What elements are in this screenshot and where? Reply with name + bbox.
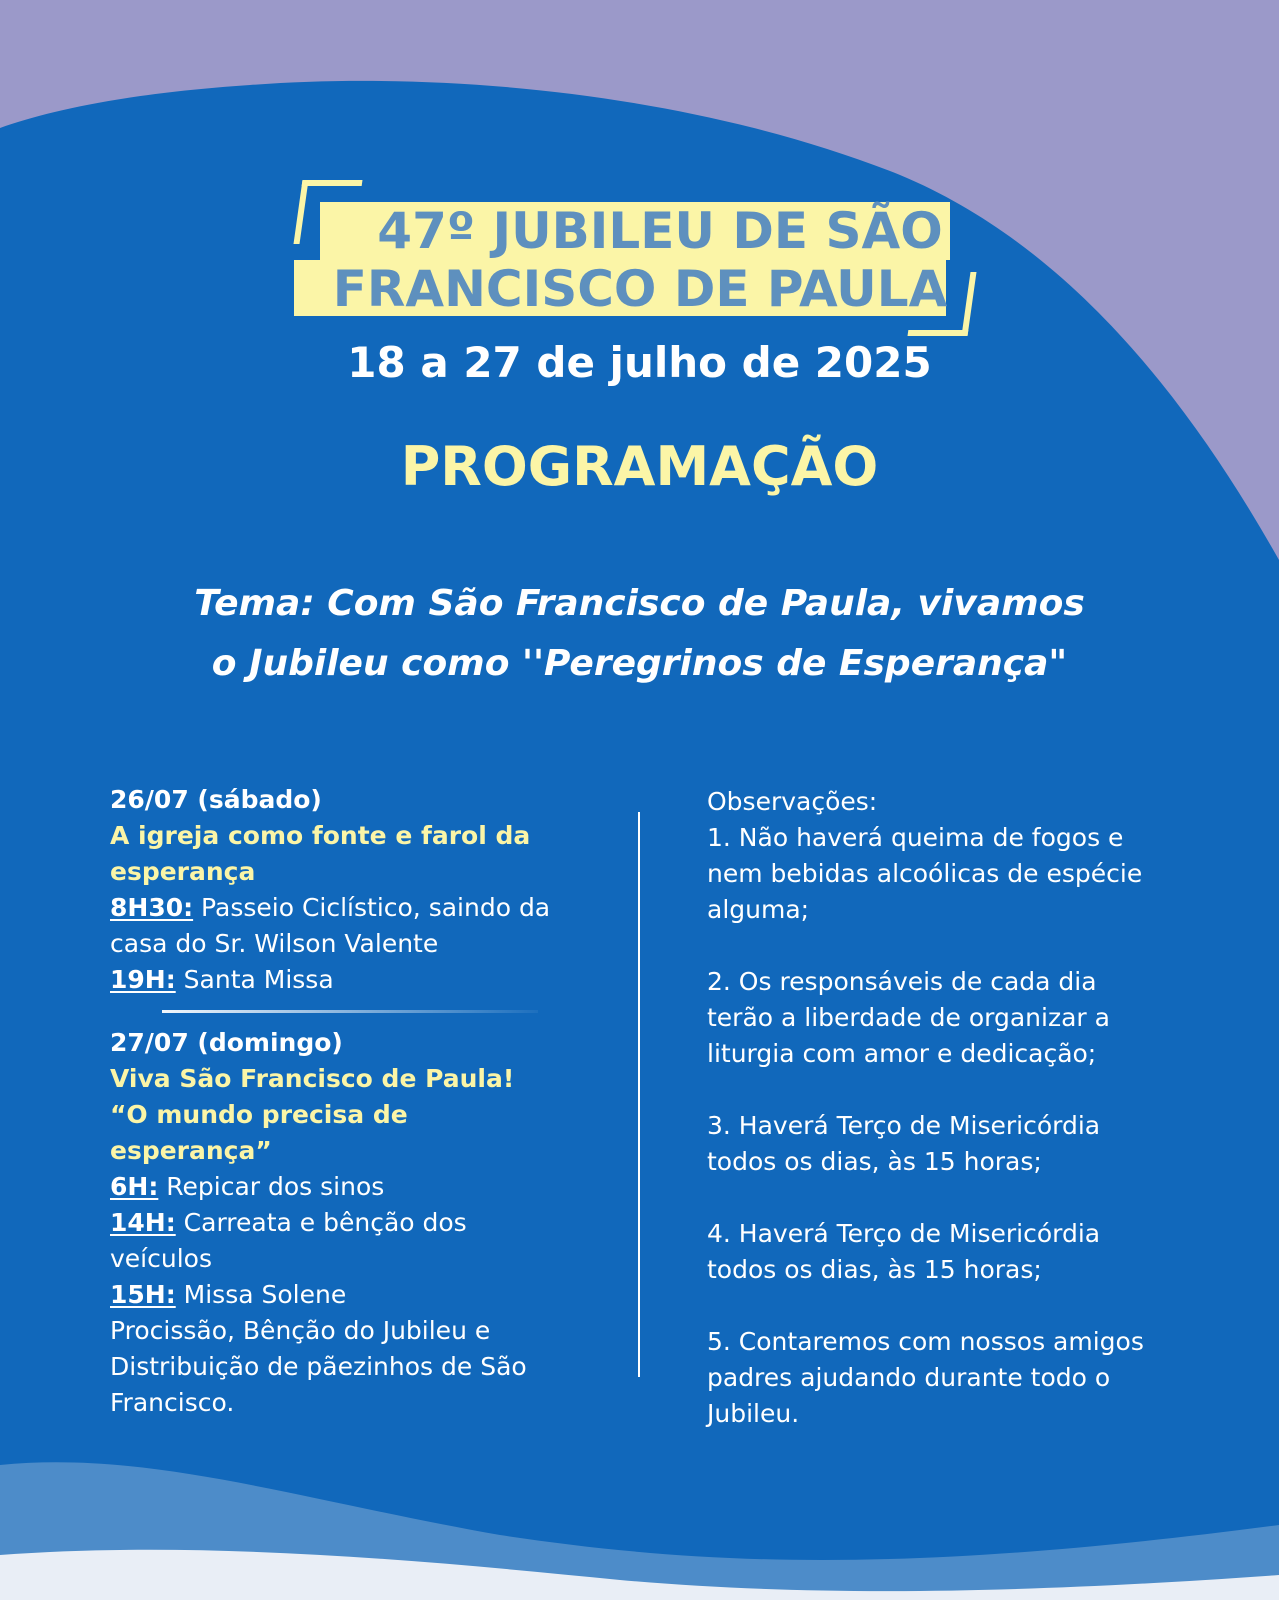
event-time: 14H:	[110, 1208, 176, 1237]
day2-theme-line-1: Viva São Francisco de Paula!	[110, 1064, 515, 1093]
day1-event-1-cont: casa do Sr. Wilson Valente	[110, 929, 439, 958]
day-separator	[162, 1010, 538, 1013]
theme-line-1: Tema: Com São Francisco de Paula, vivamos	[194, 583, 1085, 624]
event-time: 15H:	[110, 1280, 176, 1309]
theme-line-2: o Jubileu como ''Peregrinos de Esperança"	[211, 643, 1068, 684]
event-text: Santa Missa	[175, 965, 334, 994]
event-time: 8H30:	[110, 893, 194, 922]
obs-1-line-1: 1. Não haverá queima de fogos e	[707, 823, 1124, 852]
title-line-1: 47º JUBILEU DE SÃO	[377, 202, 943, 260]
day2-event-1	[110, 1169, 610, 1205]
day2-closing-line-1: Procissão, Bênção do Jubileu e	[110, 1316, 491, 1345]
obs-3-line-2: todos os dias, às 15 horas;	[707, 1147, 1042, 1176]
observations-title: Observações:	[707, 787, 878, 816]
day2-theme-line-3: esperança”	[110, 1136, 272, 1165]
spacer	[707, 1288, 1207, 1324]
programacao-heading: PROGRAMAÇÃO	[400, 435, 879, 498]
day2-event-3	[110, 1277, 610, 1313]
event-text: Missa Solene	[175, 1280, 347, 1309]
obs-5-line-1: 5. Contaremos com nossos amigos	[707, 1327, 1144, 1356]
spacer	[707, 928, 1207, 964]
obs-1-line-2: nem bebidas alcoólicas de espécie	[707, 859, 1143, 888]
day1-theme-line-2: esperança	[110, 857, 256, 886]
spacer	[707, 1180, 1207, 1216]
title-line-2: FRANCISCO DE PAULA	[332, 260, 948, 318]
obs-3-line-1: 3. Haverá Terço de Misericórdia	[707, 1111, 1101, 1140]
day1-event-2	[110, 962, 610, 998]
event-text: Passeio Ciclístico, saindo da	[193, 893, 551, 922]
schedule-column	[110, 782, 610, 1421]
event-text: Repicar dos sinos	[158, 1172, 385, 1201]
obs-5-line-3: Jubileu.	[707, 1399, 800, 1428]
day2-event-2	[110, 1205, 610, 1241]
obs-4-line-2: todos os dias, às 15 horas;	[707, 1255, 1042, 1284]
event-dates: 18 a 27 de julho de 2025	[347, 338, 932, 387]
day2-closing-line-2: Distribuição de pãezinhos de São	[110, 1352, 527, 1381]
event-text: Carreata e bênção dos	[175, 1208, 467, 1237]
title-banner	[280, 180, 1000, 330]
day1-theme-line-1: A igreja como fonte e farol da	[110, 821, 531, 850]
day2-date: 27/07 (domingo)	[110, 1028, 343, 1057]
day2-theme-line-2: “O mundo precisa de	[110, 1100, 408, 1129]
day1-event-1	[110, 890, 610, 926]
event-time: 19H:	[110, 965, 176, 994]
obs-2-line-3: liturgia com amor e dedicação;	[707, 1039, 1097, 1068]
day2-event-2-cont: veículos	[110, 1244, 212, 1273]
obs-5-line-2: padres ajudando durante todo o	[707, 1363, 1111, 1392]
day2-closing-line-3: Francisco.	[110, 1388, 235, 1417]
obs-2-line-2: terão a liberdade de organizar a	[707, 1003, 1110, 1032]
spacer	[707, 1072, 1207, 1108]
obs-2-line-1: 2. Os responsáveis de cada dia	[707, 967, 1097, 996]
observations-column	[707, 784, 1207, 1432]
theme-text	[0, 574, 1279, 694]
event-time: 6H:	[110, 1172, 159, 1201]
column-divider	[638, 812, 640, 1377]
obs-4-line-1: 4. Haverá Terço de Misericórdia	[707, 1219, 1101, 1248]
obs-1-line-3: alguma;	[707, 895, 810, 924]
day1-date: 26/07 (sábado)	[110, 785, 322, 814]
